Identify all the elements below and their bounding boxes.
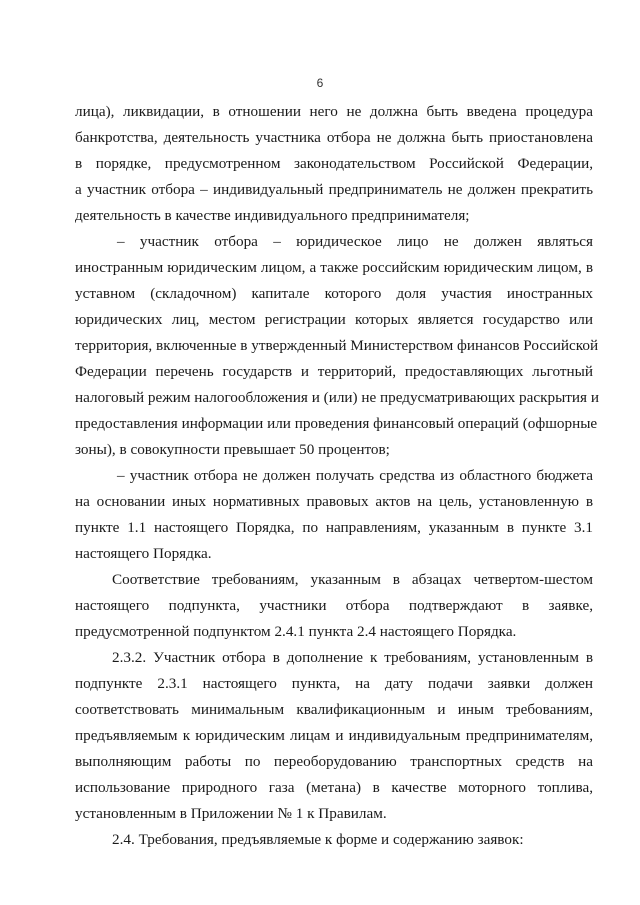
text-line: соответствовать минимальным квалификационным и иным требованиям, bbox=[75, 701, 593, 718]
text-line: подпункте 2.3.1 настоящего пункта, на дату подачи заявки должен bbox=[75, 675, 593, 692]
text-line: использование природного газа (метана) в качестве моторного топлива, bbox=[75, 779, 593, 796]
text-line: зоны), в совокупности превышает 50 процентов; bbox=[75, 441, 390, 458]
text-line: предусмотренной подпунктом 2.4.1 пункта 2.4 настоящего Порядка. bbox=[75, 623, 517, 640]
text-line: деятельность в качестве индивидуального предпринимателя; bbox=[75, 207, 470, 224]
text-line: налоговый режим налогообложения и (или) не предусматривающих раскрытия и bbox=[75, 389, 599, 406]
text-line: территория, включенные в утвержденный Министерством финансов Российской bbox=[75, 337, 599, 354]
text-line: Соответствие требованиям, указанным в абзацах четвертом-шестом bbox=[112, 571, 593, 588]
text-line: предоставления информации или проведения финансовый операций (офшорные bbox=[75, 415, 598, 432]
text-line: в порядке, предусмотренном законодательством Российской Федерации, bbox=[75, 155, 593, 172]
text-line: установленным в Приложении № 1 к Правилам. bbox=[75, 805, 387, 822]
text-line: настоящего Порядка. bbox=[75, 545, 212, 562]
text-line: уставном (складочном) капитале которого доля участия иностранных bbox=[75, 285, 593, 302]
text-line: иностранным юридическим лицом, а также российским юридическим лицом, в bbox=[75, 259, 593, 276]
page-number: 6 bbox=[316, 76, 324, 90]
text-line: выполняющим работы по переоборудованию транспортных средств на bbox=[75, 753, 593, 770]
text-line: пункте 1.1 настоящего Порядка, по направлениям, указанным в пункте 3.1 bbox=[75, 519, 593, 536]
text-line: а участник отбора – индивидуальный предприниматель не должен прекратить bbox=[75, 181, 593, 198]
text-line: 2.3.2. Участник отбора в дополнение к требованиям, установленным в bbox=[112, 649, 593, 666]
text-line: лица), ликвидации, в отношении него не должна быть введена процедура bbox=[75, 103, 593, 120]
text-line: Федерации перечень государств и территорий, предоставляющих льготный bbox=[75, 363, 593, 380]
text-line: юридических лиц, местом регистрации которых является государство или bbox=[75, 311, 593, 328]
text-line: – участник отбора не должен получать средства из областного бюджета bbox=[117, 467, 593, 484]
text-line: предъявляемым к юридическим лицам и индивидуальным предпринимателям, bbox=[75, 727, 593, 744]
text-line: 2.4. Требования, предъявляемые к форме и содержанию заявок: bbox=[112, 831, 524, 848]
text-line: настоящего подпункта, участники отбора подтверждают в заявке, bbox=[75, 597, 593, 614]
text-line: – участник отбора – юридическое лицо не должен являться bbox=[117, 233, 593, 250]
text-line: на основании иных нормативных правовых актов на цель, установленную в bbox=[75, 493, 593, 510]
text-line: банкротства, деятельность участника отбора не должна быть приостановлена bbox=[75, 129, 593, 146]
